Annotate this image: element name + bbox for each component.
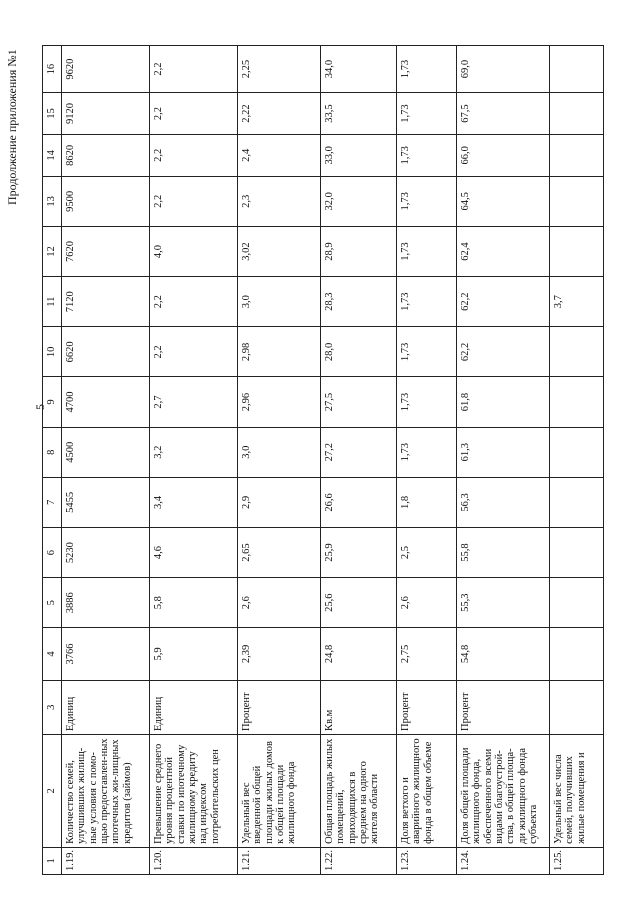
value-cell: 2,39 xyxy=(238,628,321,680)
value-cell xyxy=(550,226,604,276)
value-cell: 1,73 xyxy=(397,226,457,276)
value-cell: 3,7 xyxy=(550,277,604,327)
value-cell: 5,9 xyxy=(150,628,238,680)
column-number-6: 6 xyxy=(43,527,62,577)
value-cell: 56,3 xyxy=(457,477,550,527)
table-row xyxy=(321,46,397,875)
value-cell xyxy=(550,427,604,477)
value-cell xyxy=(550,93,604,135)
row-number: 1.23. xyxy=(397,847,457,874)
column-number-7: 7 xyxy=(43,477,62,527)
value-cell: 1,73 xyxy=(397,93,457,135)
value-cell xyxy=(550,176,604,226)
value-cell: 2,2 xyxy=(150,277,238,327)
row-number: 1.24. xyxy=(457,847,550,874)
value-cell: 55,3 xyxy=(457,578,550,628)
value-cell: 24,8 xyxy=(321,628,397,680)
value-cell: 3,02 xyxy=(238,226,321,276)
value-cell: 7120 xyxy=(62,277,150,327)
value-cell: 2,6 xyxy=(397,578,457,628)
value-cell: 1,8 xyxy=(397,477,457,527)
value-cell: 1,73 xyxy=(397,327,457,377)
indicator-name: Доля общей площади жилищного фонда, обеспеченного всеми видами благоустрой-ства, в общей площа-ди жилищного фонда субъекта xyxy=(457,734,550,847)
unit-cell: Единиц xyxy=(150,680,238,734)
column-number-3: 3 xyxy=(43,680,62,734)
row-number: 1.19. xyxy=(62,847,150,874)
value-cell: 61,8 xyxy=(457,377,550,427)
unit-cell xyxy=(550,680,604,734)
value-cell: 5,8 xyxy=(150,578,238,628)
table-row xyxy=(238,46,321,875)
value-cell: 3,0 xyxy=(238,427,321,477)
column-number-5: 5 xyxy=(43,578,62,628)
value-cell: 9120 xyxy=(62,93,150,135)
row-number: 1.21. xyxy=(238,847,321,874)
value-cell xyxy=(550,477,604,527)
value-cell: 62,2 xyxy=(457,277,550,327)
column-number-16: 16 xyxy=(43,46,62,93)
row-number: 1.22. xyxy=(321,847,397,874)
value-cell xyxy=(550,578,604,628)
value-cell: 3,0 xyxy=(238,277,321,327)
value-cell: 2,75 xyxy=(397,628,457,680)
value-cell: 25,6 xyxy=(321,578,397,628)
indicator-name: Удельный вес введенной общей площади жилых домов к общей площади жилищного фонда xyxy=(238,734,321,847)
value-cell: 33,0 xyxy=(321,134,397,176)
column-number-11: 11 xyxy=(43,277,62,327)
indicator-table xyxy=(42,45,604,875)
value-cell: 66,0 xyxy=(457,134,550,176)
value-cell: 8620 xyxy=(62,134,150,176)
value-cell: 3886 xyxy=(62,578,150,628)
value-cell: 3,4 xyxy=(150,477,238,527)
value-cell: 2,3 xyxy=(238,176,321,226)
value-cell: 9500 xyxy=(62,176,150,226)
value-cell: 2,22 xyxy=(238,93,321,135)
column-number-8: 8 xyxy=(43,427,62,477)
value-cell: 69,0 xyxy=(457,46,550,93)
value-cell: 4,6 xyxy=(150,527,238,577)
value-cell: 1,73 xyxy=(397,427,457,477)
value-cell: 3766 xyxy=(62,628,150,680)
value-cell: 1,73 xyxy=(397,277,457,327)
value-cell xyxy=(550,327,604,377)
column-number-12: 12 xyxy=(43,226,62,276)
column-number-14: 14 xyxy=(43,134,62,176)
value-cell: 2,2 xyxy=(150,93,238,135)
column-number-2: 2 xyxy=(43,734,62,847)
table-row xyxy=(550,46,604,875)
value-cell: 2,2 xyxy=(150,176,238,226)
table-row xyxy=(62,46,150,875)
unit-cell: Единиц xyxy=(62,680,150,734)
value-cell: 27,5 xyxy=(321,377,397,427)
column-number-10: 10 xyxy=(43,327,62,377)
value-cell: 4,0 xyxy=(150,226,238,276)
value-cell: 4500 xyxy=(62,427,150,477)
value-cell: 2,6 xyxy=(238,578,321,628)
value-cell: 62,4 xyxy=(457,226,550,276)
value-cell: 2,2 xyxy=(150,327,238,377)
value-cell: 2,5 xyxy=(397,527,457,577)
indicator-name: Доля ветхого и аварийного жилищного фонда в общем объеме xyxy=(397,734,457,847)
value-cell xyxy=(550,134,604,176)
value-cell: 33,5 xyxy=(321,93,397,135)
value-cell: 62,2 xyxy=(457,327,550,377)
indicator-name: Общая площадь жилых помещений, приходящихся в среднем на одного жителя области xyxy=(321,734,397,847)
value-cell: 4700 xyxy=(62,377,150,427)
value-cell: 32,0 xyxy=(321,176,397,226)
column-number-15: 15 xyxy=(43,93,62,135)
value-cell: 2,25 xyxy=(238,46,321,93)
value-cell xyxy=(550,377,604,427)
value-cell: 25,9 xyxy=(321,527,397,577)
value-cell: 5455 xyxy=(62,477,150,527)
value-cell: 28,3 xyxy=(321,277,397,327)
value-cell: 2,2 xyxy=(150,46,238,93)
value-cell: 67,5 xyxy=(457,93,550,135)
unit-cell: Процент xyxy=(238,680,321,734)
unit-cell: Процент xyxy=(457,680,550,734)
table-row xyxy=(397,46,457,875)
value-cell: 9620 xyxy=(62,46,150,93)
value-cell: 7620 xyxy=(62,226,150,276)
row-number: 1.25. xyxy=(550,847,604,874)
value-cell: 1,73 xyxy=(397,46,457,93)
value-cell: 2,2 xyxy=(150,134,238,176)
column-number-13: 13 xyxy=(43,176,62,226)
value-cell: 2,4 xyxy=(238,134,321,176)
page-caption: Продолжение приложения №1 xyxy=(5,49,19,205)
indicator-table-wrap xyxy=(42,45,600,875)
value-cell: 54,8 xyxy=(457,628,550,680)
value-cell xyxy=(550,628,604,680)
value-cell: 1,73 xyxy=(397,176,457,226)
value-cell: 2,65 xyxy=(238,527,321,577)
value-cell: 61,3 xyxy=(457,427,550,477)
value-cell: 1,73 xyxy=(397,134,457,176)
value-cell: 2,96 xyxy=(238,377,321,427)
indicator-name: Превышение среднего уровня процентной ставки по ипотечному жилищному кредиту над индексом потребительских цен xyxy=(150,734,238,847)
value-cell: 28,9 xyxy=(321,226,397,276)
value-cell: 3,2 xyxy=(150,427,238,477)
column-number-row xyxy=(43,46,62,875)
value-cell: 26,6 xyxy=(321,477,397,527)
unit-cell: Кв.м xyxy=(321,680,397,734)
value-cell: 34,0 xyxy=(321,46,397,93)
indicator-name: Количество семей, улучшивших жилищ-ные условия с помо-щью предоставлен-ных ипотечных жи-лищных кредитов (займов) xyxy=(62,734,150,847)
row-number: 1.20. xyxy=(150,847,238,874)
value-cell xyxy=(550,46,604,93)
value-cell: 2,9 xyxy=(238,477,321,527)
value-cell: 28,0 xyxy=(321,327,397,377)
value-cell: 2,98 xyxy=(238,327,321,377)
column-number-1: 1 xyxy=(43,847,62,874)
value-cell: 55,8 xyxy=(457,527,550,577)
page-number: 5 xyxy=(33,404,47,410)
table-row xyxy=(150,46,238,875)
value-cell: 1,73 xyxy=(397,377,457,427)
value-cell: 64,5 xyxy=(457,176,550,226)
column-number-9: 9 xyxy=(43,377,62,427)
value-cell: 5230 xyxy=(62,527,150,577)
value-cell xyxy=(550,527,604,577)
indicator-name: Удельный вес числа семей, получивших жилые помещения и xyxy=(550,734,604,847)
column-number-4: 4 xyxy=(43,628,62,680)
unit-cell: Процент xyxy=(397,680,457,734)
value-cell: 6620 xyxy=(62,327,150,377)
value-cell: 27,2 xyxy=(321,427,397,477)
table-row xyxy=(457,46,550,875)
value-cell: 2,7 xyxy=(150,377,238,427)
